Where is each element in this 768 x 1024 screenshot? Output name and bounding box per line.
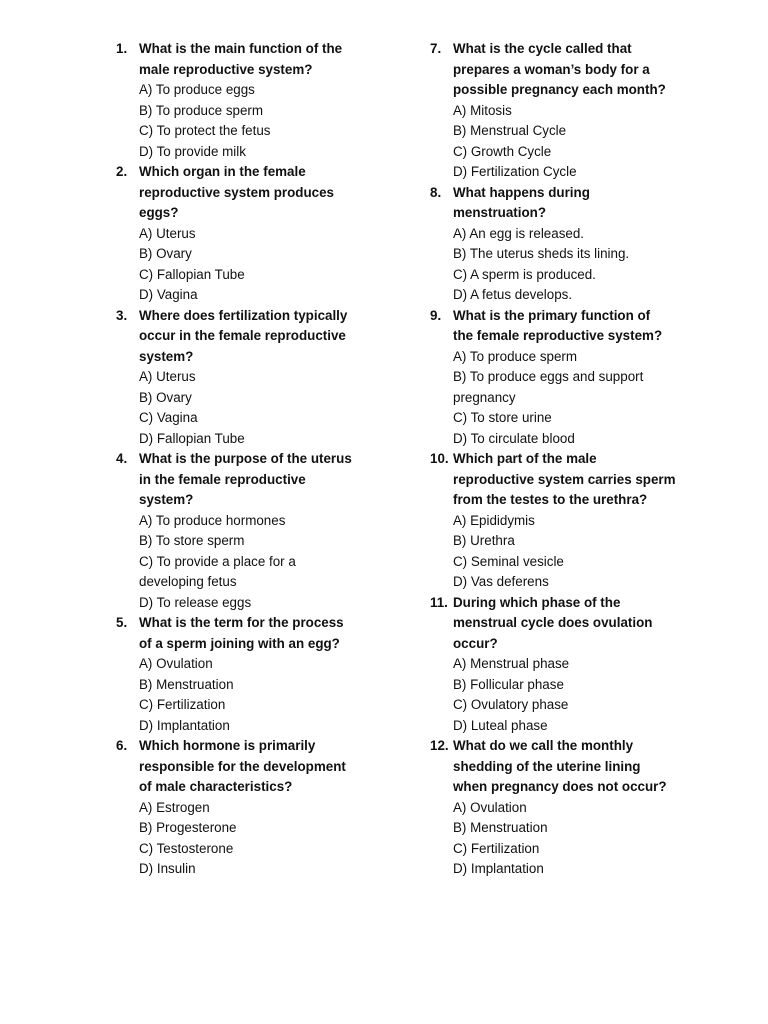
question-text-line: Where does fertilization typically (139, 307, 348, 323)
answer-option: B) Menstruation (139, 676, 234, 692)
answer-option: B) The uterus sheds its lining. (453, 246, 630, 261)
question-4 (116, 449, 366, 613)
answer-option: A) To produce sperm (453, 348, 578, 364)
answer-option: A) Uterus (139, 225, 196, 241)
question-text-line: Which part of the male (453, 451, 597, 466)
question-text-line: in the female reproductive (139, 471, 306, 487)
question-12 (430, 736, 690, 880)
question-3 (116, 306, 366, 450)
question-number: 9. (430, 307, 442, 323)
question-header (430, 736, 690, 798)
question-6 (116, 736, 366, 880)
answer-option: D) A fetus develops. (453, 287, 573, 302)
answer-option: D) Insulin (139, 861, 196, 876)
answer-option: D) Vas deferens (453, 574, 549, 589)
question-text-line: when pregnancy does not occur? (453, 779, 667, 794)
answer-option: C) A sperm is produced. (453, 266, 596, 282)
question-number: 12. (430, 738, 449, 753)
question-header (116, 613, 366, 654)
question-text (139, 306, 347, 368)
question-text (139, 736, 346, 798)
question-header (116, 39, 366, 80)
answer-option: D) To release eggs (139, 594, 252, 610)
answer-option: B) Menstruation (453, 820, 548, 835)
question-text-line: the female reproductive system? (453, 328, 663, 343)
answer-option: C) To protect the fetus (139, 123, 271, 138)
question-text (453, 183, 590, 224)
question-text-line: Which organ in the female (139, 164, 306, 179)
question-number: 8. (430, 184, 442, 200)
answer-option: A) Estrogen (139, 799, 210, 815)
question-text-line: What is the purpose of the uterus (139, 451, 352, 466)
answer-option: A) Ovulation (139, 656, 213, 671)
answer-option: C) Fertilization (453, 840, 540, 856)
answer-option: D) Implantation (453, 861, 544, 876)
question-text-line: from the testes to the urethra? (453, 492, 648, 507)
question-text-line: system? (139, 492, 194, 507)
question-number: 1. (116, 41, 128, 56)
question-text (139, 39, 342, 80)
question-text-line: reproductive system carries sperm (453, 471, 676, 487)
question-number: 3. (116, 307, 128, 323)
question-header (116, 162, 366, 224)
question-text-line: possible pregnancy each month? (453, 82, 666, 97)
question-text-line: system? (139, 348, 194, 364)
answer-option: C) Growth Cycle (453, 143, 552, 159)
question-text-line: of a sperm joining with an egg? (139, 635, 340, 651)
question-text-line: What is the cycle called that (453, 41, 632, 56)
question-header (430, 39, 690, 101)
answer-option: developing fetus (139, 574, 237, 589)
question-number: 10. (430, 451, 449, 466)
question-text-line: menstrual cycle does ovulation (453, 615, 653, 630)
answer-option: C) Fertilization (139, 697, 226, 712)
answer-option: D) Fertilization Cycle (453, 164, 577, 179)
question-text-line: menstruation? (453, 205, 546, 220)
answer-option: B) Ovary (139, 246, 192, 261)
question-text-line: What is the main function of the (139, 41, 343, 56)
answer-option: B) Menstrual Cycle (453, 123, 567, 138)
answer-option: B) Urethra (453, 533, 515, 548)
answer-option: A) Mitosis (453, 102, 512, 118)
answer-option: A) Menstrual phase (453, 656, 570, 671)
question-text (139, 162, 334, 224)
question-number: 6. (116, 738, 128, 753)
question-header (116, 736, 366, 798)
question-10 (430, 449, 690, 593)
right-column (430, 39, 690, 880)
question-text-line: of male characteristics? (139, 779, 293, 794)
question-text-line: What happens during (453, 184, 590, 200)
answer-option: D) Fallopian Tube (139, 430, 245, 446)
question-number: 11. (430, 594, 448, 610)
question-text-line: During which phase of the (453, 594, 621, 610)
question-text (139, 449, 352, 511)
answer-option: D) To provide milk (139, 143, 246, 159)
question-7 (430, 39, 690, 183)
question-text-line: What is the primary function of (453, 307, 651, 323)
answer-option: B) To produce sperm (139, 102, 264, 118)
question-9 (430, 306, 690, 450)
question-number: 4. (116, 451, 128, 466)
answer-option: C) To store urine (453, 410, 552, 425)
left-column (116, 39, 366, 880)
answer-option: A) Ovulation (453, 799, 527, 815)
question-text (453, 736, 667, 798)
question-2 (116, 162, 366, 306)
question-header (116, 449, 366, 511)
question-header (430, 306, 690, 347)
question-text-line: occur? (453, 635, 498, 651)
question-text-line: occur in the female reproductive (139, 328, 346, 343)
question-text (453, 449, 676, 511)
answer-option: D) Luteal phase (453, 717, 548, 733)
question-8 (430, 183, 690, 306)
question-text-line: Which hormone is primarily (139, 738, 316, 753)
question-header (430, 449, 690, 511)
question-text-line: What do we call the monthly (453, 738, 634, 753)
question-text (453, 306, 662, 347)
question-text-line: eggs? (139, 205, 179, 220)
answer-option: C) Fallopian Tube (139, 266, 245, 282)
answer-option: A) An egg is released. (453, 225, 585, 241)
question-number: 5. (116, 615, 128, 630)
question-text-line: male reproductive system? (139, 61, 313, 77)
question-text-line: responsible for the development (139, 758, 346, 774)
answer-option: B) To produce eggs and support (453, 369, 644, 384)
question-5 (116, 613, 366, 736)
question-header (430, 593, 690, 655)
question-text-line: What is the term for the process (139, 615, 344, 630)
question-text-line: reproductive system produces (139, 184, 334, 200)
answer-option: C) Vagina (139, 410, 198, 425)
answer-option: B) Progesterone (139, 820, 237, 835)
question-1 (116, 39, 366, 162)
answer-option: C) To provide a place for a (139, 553, 296, 569)
question-number: 2. (116, 164, 128, 179)
answer-option: C) Seminal vesicle (453, 553, 564, 569)
answer-option: B) To store sperm (139, 533, 245, 548)
question-number: 7. (430, 41, 442, 56)
answer-option: C) Ovulatory phase (453, 697, 569, 712)
answer-option: A) Uterus (139, 369, 196, 384)
question-text-line: prepares a woman’s body for a (453, 61, 650, 77)
answer-option: B) Ovary (139, 389, 192, 405)
question-header (116, 306, 366, 368)
answer-option: D) To circulate blood (453, 430, 575, 446)
answer-option: A) Epididymis (453, 512, 535, 528)
answer-option: A) To produce hormones (139, 512, 286, 528)
answer-option: C) Testosterone (139, 840, 234, 856)
answer-option: D) Implantation (139, 717, 230, 733)
question-text-line: shedding of the uterine lining (453, 758, 641, 774)
answer-option: D) Vagina (139, 287, 198, 302)
question-text (453, 593, 652, 655)
answer-option: A) To produce eggs (139, 82, 255, 97)
question-text (453, 39, 666, 101)
answer-option: pregnancy (453, 389, 516, 405)
question-11 (430, 593, 690, 737)
answer-option: B) Follicular phase (453, 676, 564, 692)
question-text (139, 613, 344, 654)
question-header (430, 183, 690, 224)
